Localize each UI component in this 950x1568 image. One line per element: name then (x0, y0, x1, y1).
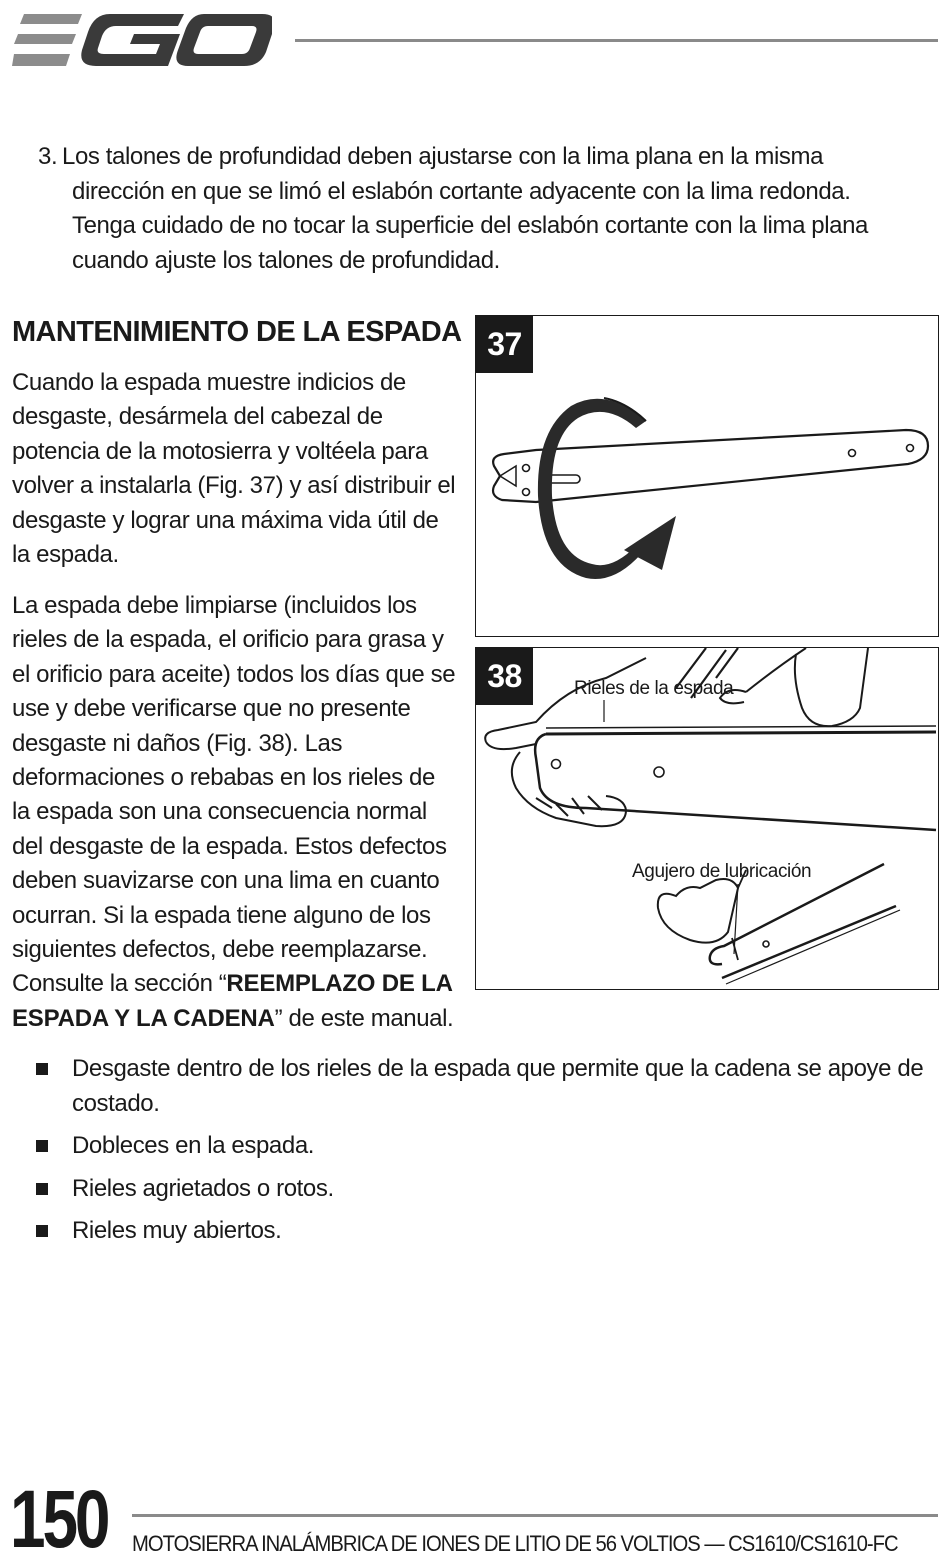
figure-38 (475, 647, 939, 990)
paragraph-flip-bar: Cuando la espada muestre indicios de desgaste, desármela del cabezal de potencia de la motosierra y voltéela para volver a instalarla (Fig. 37) y así distribuir el desgaste y lograr una máxima vida útil de la espada. (12, 369, 456, 569)
list-item (36, 1129, 926, 1164)
step-number: 3. (38, 143, 58, 170)
list-item-text: Dobleces en la espada. (72, 1132, 315, 1159)
square-bullet-icon (36, 1063, 48, 1075)
list-item-text: Desgaste dentro de los rieles de la espada que permite que la cadena se apoye de costado. (72, 1055, 924, 1117)
ego-logo (12, 10, 272, 70)
paragraph-clean-bar (12, 589, 457, 1036)
list-item-text: Rieles muy abiertos. (72, 1217, 282, 1244)
footer-rule (132, 1514, 938, 1517)
figure-37 (475, 315, 939, 637)
paragraph-clean-bar-text: La espada debe limpiarse (incluidos los rieles de la espada, el orificio para grasa y el orificio para aceite) todos los días que se use y debe verificarse que no presente desgaste ni daños (Fig. 38). Las deformaciones o rebabas en los rieles de la espada son una consecuencia normal del desgaste de la espada. Estos defectos deben suavizarse con una lima en cuanto ocurran. Si la espada tiene alguno de los siguientes defectos, debe reemplazarse. Consulte la sección “ (12, 592, 456, 998)
list-item-text: Rieles agrietados o rotos. (72, 1174, 334, 1202)
paragraph-clean-bar-end: ” de este manual. (274, 1004, 454, 1032)
section-title: MANTENIMIENTO DE LA ESPADA (12, 316, 462, 348)
square-bullet-icon (36, 1225, 48, 1237)
step-3 (38, 140, 918, 278)
figure-number: 37 (476, 316, 533, 373)
section-reference: REEMPLAZO DE LA ESPADA Y LA CADENA (12, 970, 452, 1032)
list-item (36, 1052, 926, 1121)
header-rule (295, 39, 938, 42)
footer-text: MOTOSIERRA INALÁMBRICA DE IONES DE LITIO DE 56 VOLTIOS — CS1610/CS1610-FC (132, 1531, 898, 1556)
square-bullet-icon (36, 1140, 48, 1152)
square-bullet-icon (36, 1183, 48, 1195)
bar-flip-illustration (476, 316, 938, 636)
list-item (36, 1172, 926, 1207)
page-number: 150 (10, 1474, 108, 1565)
figure-number: 38 (476, 648, 533, 705)
step-text (38, 140, 918, 278)
defects-list (36, 1052, 926, 1257)
callout-bar-rails: Rieles de la espada (574, 678, 734, 699)
list-item (36, 1214, 926, 1249)
callout-oil-hole: Agujero de lubricación (632, 861, 812, 882)
step-text-content: Los talones de profundidad deben ajustarse con la lima plana en la misma dirección en que se limó el eslabón cortante adyacente con la lima redonda. Tenga cuidado de no tocar la superficie del eslabón cortante con la lima plana cuando ajuste los talones de profundidad. (62, 143, 869, 274)
